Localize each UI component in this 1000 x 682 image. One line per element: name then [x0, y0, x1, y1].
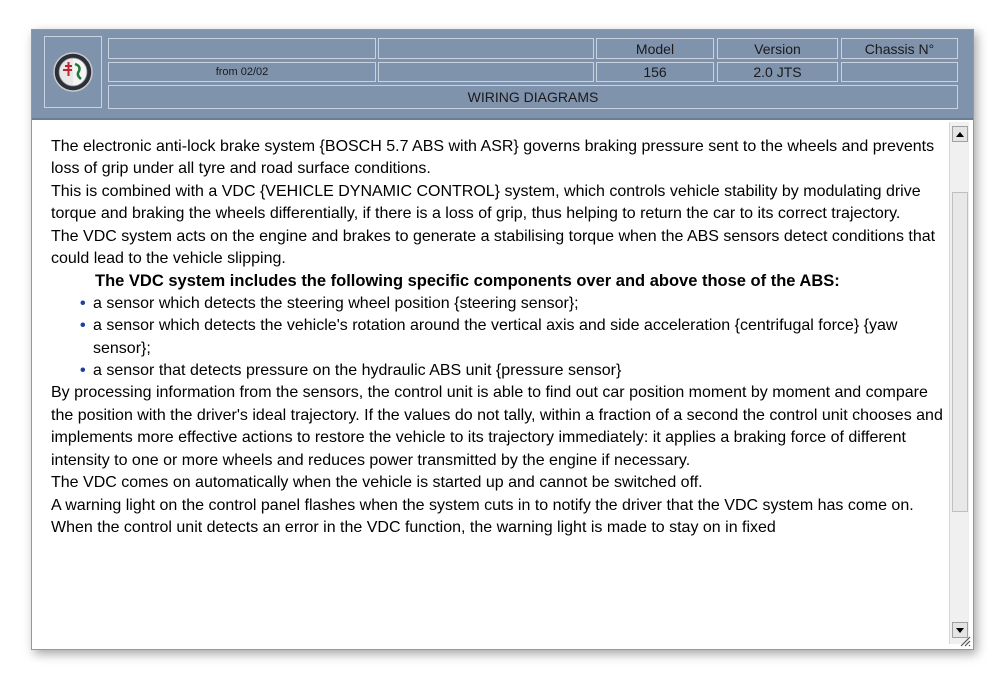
list-item — [80, 360, 950, 382]
list-item-text: a sensor which detects the steering wheel position {steering sensor}; — [93, 294, 579, 312]
list-item-text: a sensor that detects pressure on the hydraulic ABS unit {pressure sensor} — [93, 362, 622, 380]
list-item — [80, 293, 950, 315]
resize-grip-icon[interactable] — [959, 635, 971, 647]
paragraph: This is combined with a VDC {VEHICLE DYNAMIC CONTROL} system, which controls vehicle stability by modulating drive torque and braking the wheels differentially, if there is a loss of grip, thus helping to return the car to its correct trajectory. — [51, 182, 921, 223]
chassis-value — [841, 62, 958, 82]
header-blank-1 — [108, 38, 376, 59]
content-area — [36, 122, 950, 645]
paragraph: The VDC comes on automatically when the vehicle is started up and cannot be switched off. — [51, 474, 703, 492]
bullet-icon: • — [80, 362, 86, 380]
scroll-up-button[interactable] — [952, 126, 968, 142]
arrow-down-icon — [956, 628, 964, 633]
vertical-scrollbar[interactable] — [949, 122, 969, 644]
paragraph: When the control unit detects an error in the VDC function, the warning light is made to stay on in fixed — [51, 518, 776, 536]
list-item-text: a sensor which detects the vehicle's rotation around the vertical axis and side acceleration {centrifugal force} {yaw sensor}; — [93, 317, 898, 357]
paragraph: By processing information from the sensors, the control unit is able to find out car position moment by moment and compare the position with the driver's ideal trajectory. If the values do not tally, within a fraction of a second the control unit chooses and implements more effective actions to restore the vehicle to its trajectory immediately: it applies a braking force of different intensity to one or more wheels and reduces power transmitted by the engine if necessary. — [51, 384, 943, 469]
components-heading: The VDC system includes the following specific components over and above those of the ABS: — [95, 272, 840, 291]
arrow-up-icon — [956, 132, 964, 137]
list-item — [80, 315, 950, 360]
section-title: WIRING DIAGRAMS — [108, 85, 958, 109]
model-label: Model — [596, 38, 714, 59]
version-value: 2.0 JTS — [717, 62, 838, 82]
alfa-romeo-logo-icon — [53, 52, 93, 92]
paragraph: The VDC system acts on the engine and brakes to generate a stabilising torque when the ABS sensors detect conditions that could lead to the vehicle slipping. — [51, 227, 936, 268]
bullet-icon: • — [80, 317, 86, 335]
scrollbar-thumb[interactable] — [952, 192, 968, 512]
chassis-label: Chassis N° — [841, 38, 958, 59]
version-label: Version — [717, 38, 838, 59]
components-list — [51, 293, 950, 383]
logo-cell — [44, 36, 102, 108]
header-blank-3 — [378, 62, 594, 82]
document-window — [31, 29, 974, 650]
header-blank-2 — [378, 38, 594, 59]
paragraph: The electronic anti-lock brake system {BOSCH 5.7 ABS with ASR} governs braking pressure sent to the wheels and prevents loss of grip under all tyre and road surface conditions. — [51, 138, 935, 178]
header-panel — [32, 30, 973, 120]
date-range: from 02/02 — [108, 62, 376, 82]
model-value: 156 — [596, 62, 714, 82]
paragraph: A warning light on the control panel flashes when the system cuts in to notify the driver that the VDC system has come on. — [51, 496, 914, 514]
bullet-icon: • — [80, 294, 86, 312]
